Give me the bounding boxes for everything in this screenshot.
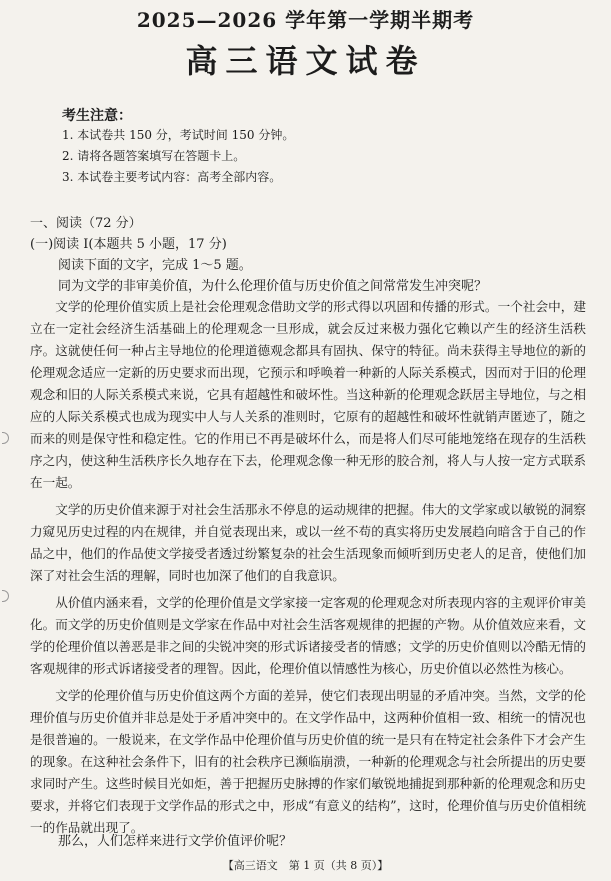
article-paragraph: 文学的伦理价值与历史价值这两个方面的差异，使它们表现出明显的矛盾冲突。当然，文学的伦理价值与历史价值并非总是处于矛盾冲突中的。在文学作品中，这两种价值相一致、相统一的情况也是很普遍的。一般说来，在文学作品中伦理价值与历史价值的统一是只有在特定社会条件下才会产生的现象。在这种社会条件下，旧有的社会秩序已濒临崩溃，一种新的伦理观念与社会所提出的历史要求同时产生。这些时候目光如炬，善于把握历史脉搏的作家们敏锐地捕捉到那种新的伦理观念和历史要求，并将它们表现于文学作品的形式之中，形成“有意义的结构”，这时，伦理价值与历史价值相统一的作品就出现了。 [30, 688, 586, 835]
article-lead-question: 同为文学的非审美价值，为什么伦理价值与历史价值之间常常发生冲突呢？ [58, 279, 488, 294]
subsection-heading: (一)阅读 Ⅰ(本题共 5 小题，17 分) [30, 237, 227, 252]
article-paragraph: 从价值内涵来看，文学的伦理价值是文学家接一定客观的伦理观念对所表现内容的主观评价审美化。而文学的历史价值则是文学家在作品中对社会生活客观规律的把握的产物。从价值效应来看，文学的伦理价值以善恶是非之间的尖锐冲突的形式诉诸接受者的情感；文学的历史价值则以冷酷无情的客观规律的形式诉诸接受者的理智。因此，伦理价值以情感性为核心，历史价值以必然性为核心。 [30, 595, 586, 676]
article-paragraph: 文学的伦理价值实质上是社会伦理观念借助文学的形式得以巩固和传播的形式。一个社会中，建立在一定社会经济生活基础上的伦理观念一旦形成，就会反过来极力强化它赖以产生的经济生活秩序。这就使任何一种占主导地位的伦理道德观念都具有固执、保守的特征。尚未获得主导地位的新的伦理观念适应一定新的历史要求而出现，它预示和呼唤着一种新的人际关系模式，因而对于旧的伦理观念和旧的人际关系模式来说，它具有超越性和破坏性。当这种新的伦理观念跃居主导地位，与之相应的人际关系模式也成为现实中人与人关系的准则时，它原有的超越性和破坏性就销声匿迹了，随之而来的则是保守性和稳定性。它的作用已不再是破坏什么，而是将人们尽可能地笼络在现存的生活秩序之内，使这种生活秩序长久地存在下去，伦理观念像一种无形的胶合剂，将人与人按一定方式联系在一起。 [30, 299, 586, 490]
notice-list [62, 125, 294, 188]
page-footer: 【高三语文 第 1 页（共 8 页）】 [222, 859, 389, 872]
closing-question: 那么，人们怎样来进行文学价值评价呢？ [58, 834, 293, 849]
binding-hole-mark [2, 590, 9, 602]
binding-hole-mark [2, 432, 9, 444]
notice-item: 1. 本试卷共 150 分，考试时间 150 分钟。 [62, 128, 295, 142]
reading-instruction: 阅读下面的文字，完成 1～5 题。 [58, 258, 252, 273]
notice-heading: 考生注意： [62, 108, 132, 124]
exam-title: 2025—2026 学年第一学期半期考 [136, 8, 475, 32]
article-paragraph: 文学的历史价值来源于对社会生活那永不停息的运动规律的把握。伟大的文学家或以敏锐的洞察力窥见历史过程的内在规律，并自觉表现出来，或以一丝不苟的真实将历史发展趋向暗含于自己的作品之中，他们的作品使文学接受者透过纷繁复杂的社会生活现象而倾听到历史老人的足音，使他们加深了对社会生活的理解，同时也加深了他们的自我意识。 [30, 502, 586, 583]
notice-item: 3. 本试卷主要考试内容：高考全部内容。 [62, 170, 282, 184]
notice-item: 2. 请将各题答案填写在答题卡上。 [62, 149, 246, 163]
section-heading: 一、阅读（72 分） [30, 216, 142, 231]
paper-title: 高三语文试卷 [185, 42, 426, 80]
article-body [30, 296, 586, 844]
